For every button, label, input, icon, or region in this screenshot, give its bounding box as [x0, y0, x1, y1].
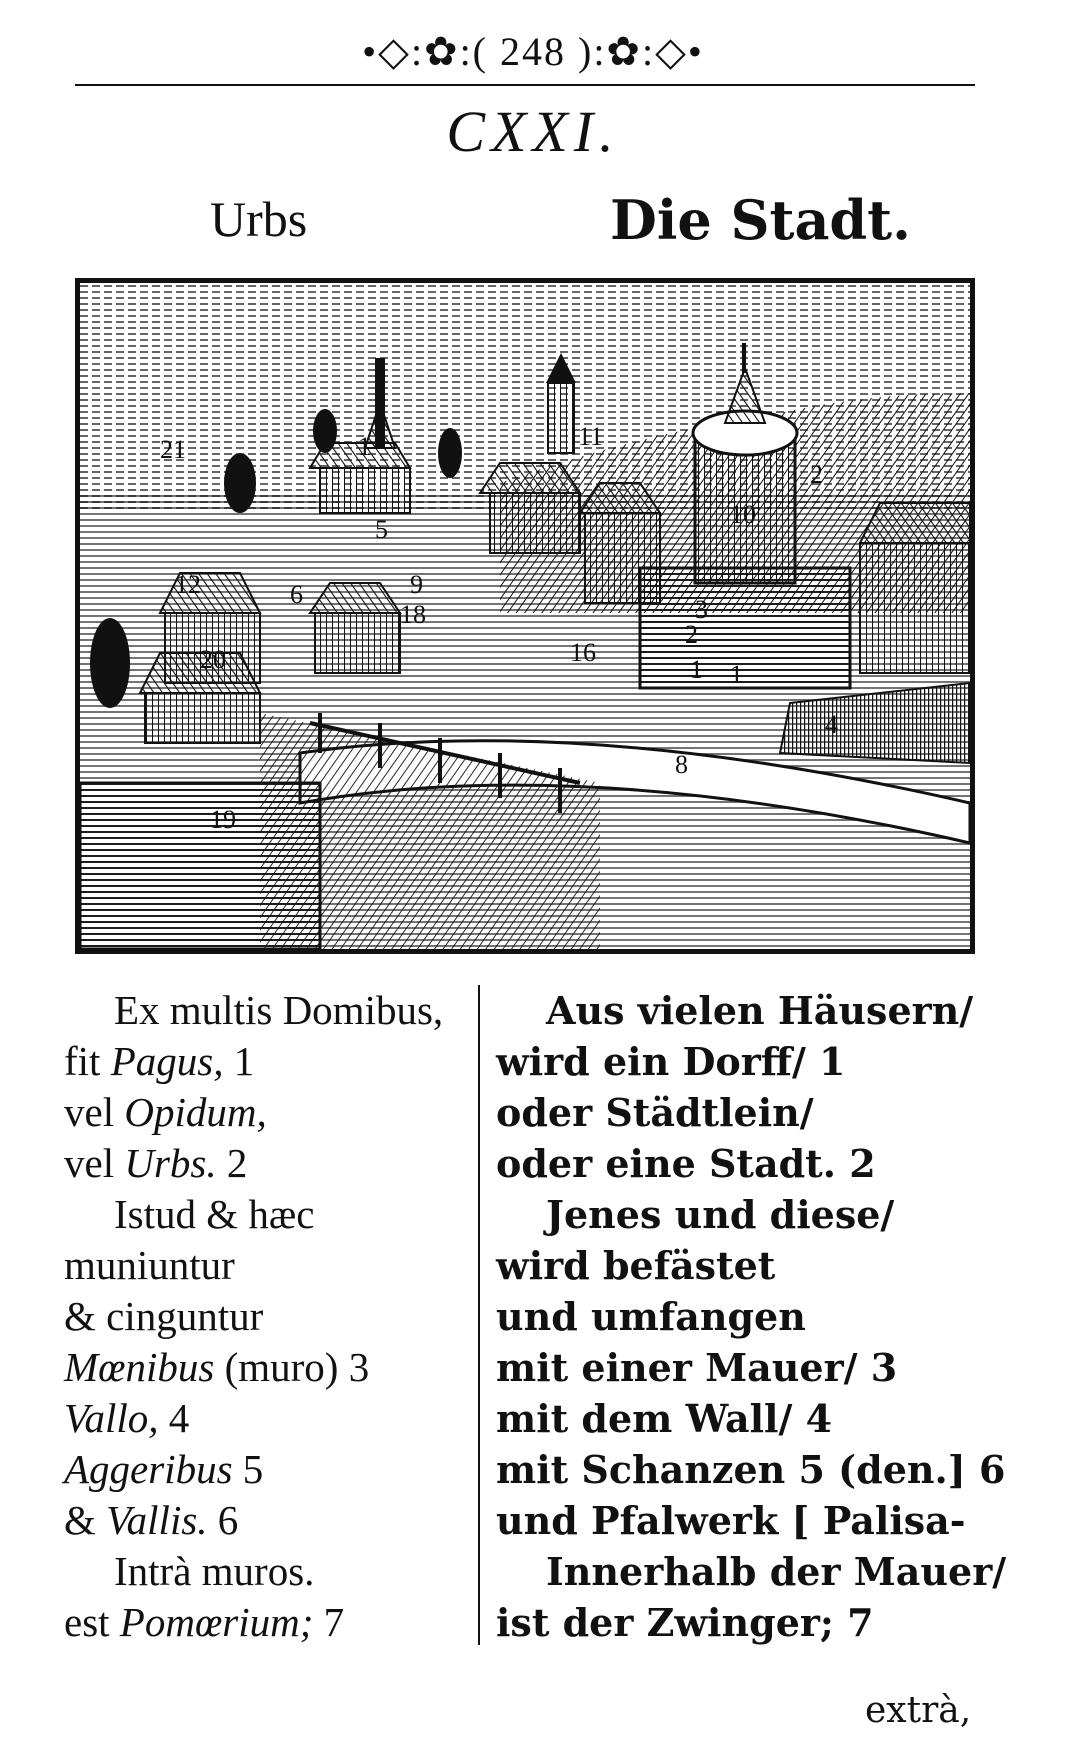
german-line: Innerhalb der Mauer/ — [546, 1549, 1007, 1594]
latin-line: Mœnibus (muro) 3 — [64, 1344, 370, 1390]
foreground-garden-wall — [80, 783, 320, 949]
latin-line: Vallo, 4 — [64, 1395, 190, 1441]
german-line: mit einer Mauer/ 3 — [496, 1345, 898, 1390]
latin-line: muniuntur — [64, 1242, 235, 1288]
city-wall — [640, 568, 850, 688]
german-line: mit Schanzen 5 (den.] 6 — [496, 1447, 1006, 1492]
page-header: •◇:✿:( 248 ):✿:◇• — [362, 29, 704, 74]
german-line: Jenes und diese/ — [546, 1192, 895, 1237]
german-line: ist der Zwinger; 7 — [496, 1600, 874, 1645]
svg-text:3: 3 — [695, 595, 708, 624]
catchword: extrà, — [865, 1690, 972, 1731]
german-line: wird ein Dorff/ 1 — [496, 1039, 846, 1084]
chapter-number: CXXI. — [446, 99, 620, 164]
svg-text:18: 18 — [400, 600, 426, 629]
svg-text:1: 1 — [690, 655, 703, 684]
german-line: oder eine Stadt. 2 — [496, 1141, 876, 1186]
latin-line: vel Opidum, — [64, 1089, 267, 1135]
svg-text:9: 9 — [410, 570, 423, 599]
latin-line: & Vallis. 6 — [64, 1497, 239, 1543]
latin-column — [64, 985, 474, 1648]
latin-line: Intrà muros. — [114, 1548, 315, 1594]
svg-text:16: 16 — [570, 638, 596, 667]
latin-line: Ex multis Domibus, — [114, 987, 444, 1033]
svg-text:12: 12 — [175, 570, 201, 599]
german-line: und Pfalwerk [ Palisa- — [496, 1498, 966, 1543]
svg-text:1: 1 — [730, 660, 743, 689]
svg-text:19: 19 — [210, 805, 236, 834]
latin-line: est Pomœrium; 7 — [64, 1599, 345, 1645]
column-divider — [478, 985, 480, 1645]
german-line: oder Städtlein/ — [496, 1090, 814, 1135]
german-column — [496, 985, 1007, 1648]
svg-text:21: 21 — [160, 435, 186, 464]
svg-text:5: 5 — [375, 515, 388, 544]
latin-line: fit Pagus, 1 — [64, 1038, 255, 1084]
latin-line: Istud & hæc — [114, 1191, 315, 1237]
svg-text:10: 10 — [730, 500, 756, 529]
header-rule — [75, 84, 975, 86]
german-title: Die Stadt. — [610, 188, 911, 252]
svg-text:11: 11 — [578, 422, 604, 451]
svg-text:8: 8 — [675, 750, 688, 779]
svg-text:20: 20 — [200, 645, 226, 674]
svg-text:4: 4 — [825, 710, 838, 739]
svg-text:2: 2 — [810, 460, 823, 489]
german-line: mit dem Wall/ 4 — [496, 1396, 833, 1441]
latin-line: Aggeribus 5 — [64, 1446, 264, 1492]
svg-text:1: 1 — [358, 432, 371, 461]
latin-title: Urbs — [210, 191, 308, 247]
german-line: wird befästet — [496, 1243, 776, 1288]
latin-line: vel Urbs. 2 — [64, 1140, 248, 1186]
german-line: und umfangen — [496, 1294, 806, 1339]
german-line: Aus vielen Häusern/ — [546, 988, 974, 1033]
church-tower — [548, 383, 574, 453]
city-woodcut-illustration — [75, 278, 975, 954]
latin-line: & cinguntur — [64, 1293, 264, 1339]
svg-text:6: 6 — [290, 580, 303, 609]
svg-text:2: 2 — [685, 620, 698, 649]
